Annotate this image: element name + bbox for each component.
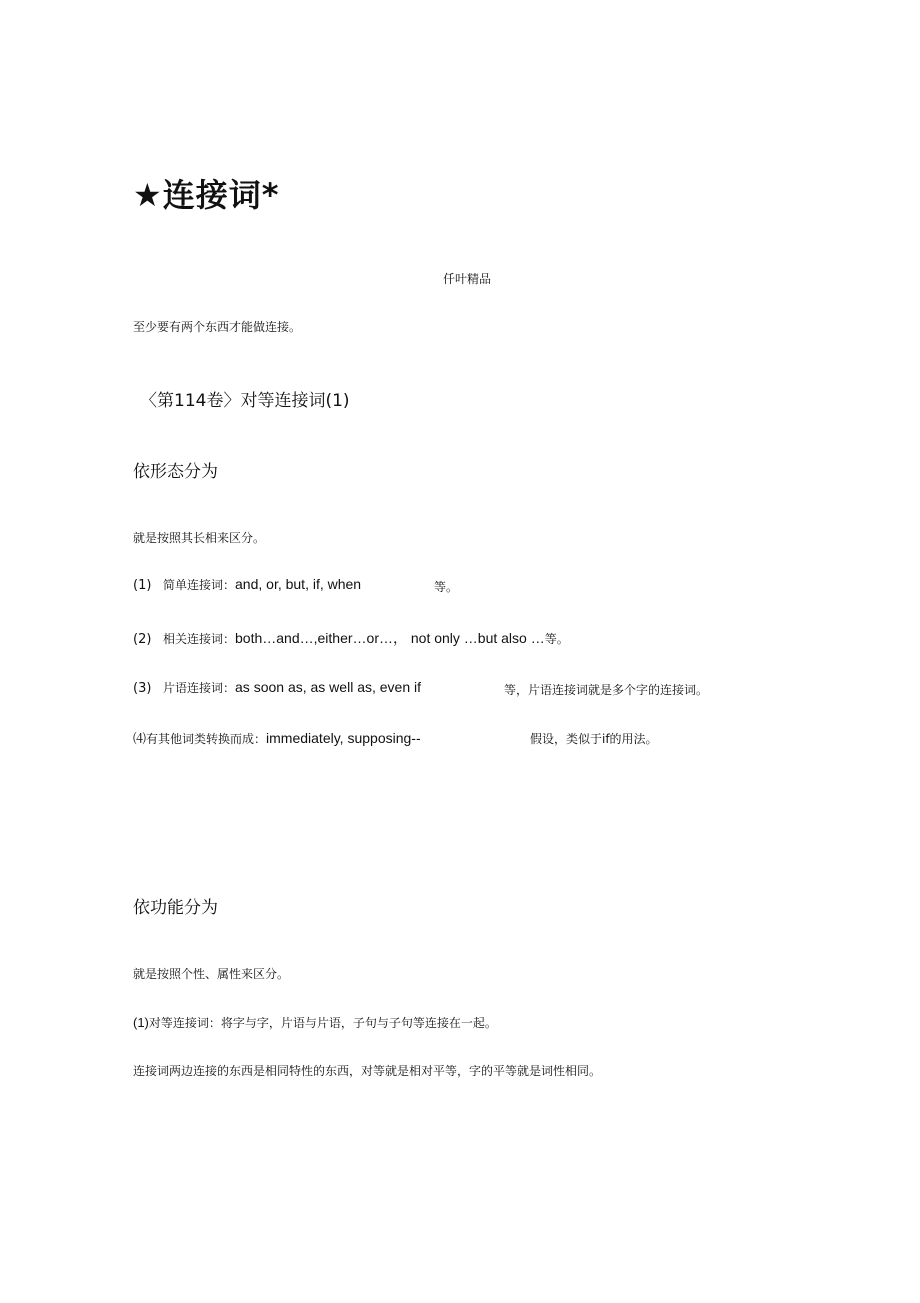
list-item-converted	[133, 728, 658, 747]
item-suffix: 假设，类似于if的用法。	[530, 732, 658, 746]
list-item-correlative	[133, 628, 569, 648]
form-section-description: 就是按照其长相来区分。	[133, 531, 266, 545]
item-english: immediately, supposing--	[266, 730, 421, 746]
item-suffix: 等，片语连接词就是多个字的连接词。	[504, 683, 709, 697]
item-suffix: 等。	[544, 632, 569, 646]
item-number: (2)	[133, 632, 152, 647]
item-english: and, or, but, if, when	[235, 576, 362, 592]
item-label: 简单连接词：	[163, 578, 236, 592]
item-english: as soon as, as well as, even if	[235, 679, 422, 695]
item-label: 片语连接词：	[163, 681, 236, 695]
item-number: (1)	[133, 578, 152, 593]
item-label: 相关连接词：	[163, 632, 236, 646]
item-english: both…and…,either…or…， not only …but also …	[235, 630, 545, 646]
item-number: (3)	[133, 681, 152, 696]
item-number: ⑷	[133, 732, 147, 747]
function-section-heading: 依功能分为	[133, 898, 218, 918]
item-label: 有其他词类转换而成：	[146, 732, 267, 746]
item-suffix: 等。	[434, 580, 459, 594]
list-item-phrase	[133, 679, 709, 697]
item-text: 对等连接词：将字与字，片语与片语，子句与子句等连接在一起。	[148, 1016, 497, 1030]
list-item-simple	[133, 576, 459, 594]
watermark-text: 仟叶精品	[443, 272, 492, 286]
item-number: (1)	[133, 1015, 149, 1030]
intro-text: 至少要有两个东西才能做连接。	[133, 320, 302, 334]
form-section-heading: 依形态分为	[133, 462, 218, 482]
document-title: ★连接词*	[133, 176, 280, 214]
function-section-description: 就是按照个性、属性来区分。	[133, 967, 290, 981]
function-note: 连接词两边连接的东西是相同特性的东西，对等就是相对平等，字的平等就是词性相同。	[133, 1064, 602, 1078]
volume-heading: 〈第114卷〉对等连接词(1)	[140, 391, 350, 411]
function-item-1	[133, 1014, 497, 1031]
